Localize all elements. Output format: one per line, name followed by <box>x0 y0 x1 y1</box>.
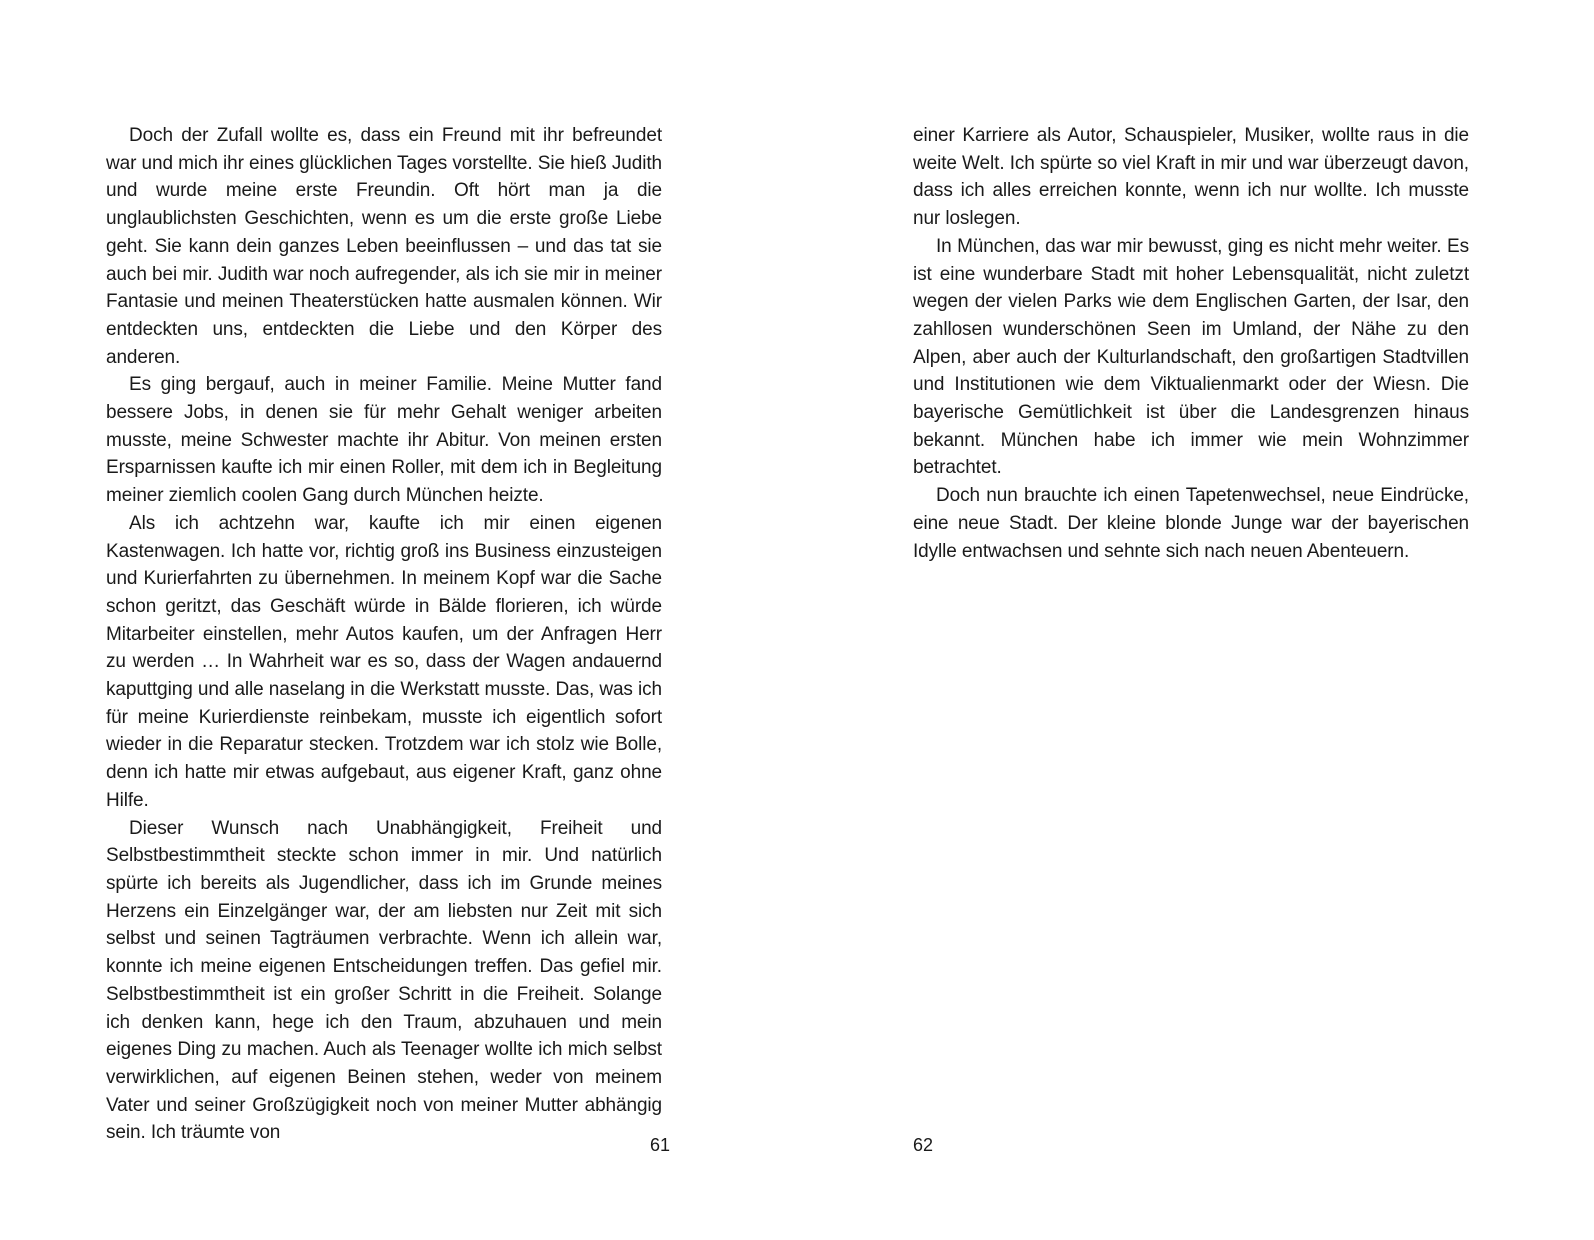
paragraph: Doch der Zufall wollte es, dass ein Freund mit ihr befreundet war und mich ihr eines glücklichen Tages vorstellte. Sie hieß Judith und wurde meine erste Freundin. Oft hört man ja die unglaublichsten Geschichten, wenn es um die erste große Liebe geht. Sie kann dein ganzes Leben beeinflussen – und das tat sie auch bei mir. Judith war noch aufregender, als ich sie mir in meiner Fantasie und meinen Theaterstücken hatte ausmalen können. Wir entdeckten uns, entdeckten die Liebe und den Körper des anderen. <box>106 125 662 368</box>
paragraph: Als ich achtzehn war, kaufte ich mir einen eigenen Kastenwagen. Ich hatte vor, richtig groß ins Business einzusteigen und Kurierfahrten zu übernehmen. In meinem Kopf war die Sache schon geritzt, das Geschäft würde in Bälde florieren, ich würde Mitarbeiter einstellen, mehr Autos kaufen, um der Anfragen Herr zu werden … In Wahrheit war es so, dass der Wagen andauernd kaputtging und alle naselang in die Werkstatt musste. Das, was ich für meine Kurierdienste reinbekam, musste ich eigentlich sofort wieder in die Reparatur stecken. Trotzdem war ich stolz wie Bolle, denn ich hatte mir etwas aufgebaut, aus eigener Kraft, ganz ohne Hilfe. <box>106 512 662 811</box>
right-page-text <box>913 122 1469 565</box>
paragraph: Dieser Wunsch nach Unabhängigkeit, Freiheit und Selbstbestimmtheit steckte schon immer in mir. Und natürlich spürte ich bereits als Jugendlicher, dass ich im Grunde meines Herzens ein Einzelgänger war, der am liebsten nur Zeit mit sich selbst und seinen Tagträumen verbrachte. Wenn ich allein war, konnte ich meine eigenen Entscheidungen treffen. Das gefiel mir. Selbstbestimmtheit ist ein großer Schritt in die Freiheit. Solange ich denken kann, hege ich den Traum, abzuhauen und mein eigenes Ding zu machen. Auch als Teenager wollte ich mich selbst verwirklichen, auf eigenen Beinen stehen, weder von meinem Vater und seiner Großzügigkeit noch von meiner Mutter abhängig sein. Ich träumte von <box>106 817 662 1144</box>
paragraph: Doch nun brauchte ich einen Tapetenwechsel, neue Eindrücke, eine neue Stadt. Der kleine blonde Junge war der bayerischen Idylle entwachsen und sehnte sich nach neuen Abenteuern. <box>913 485 1469 562</box>
paragraph: Es ging bergauf, auch in meiner Familie. Meine Mutter fand bessere Jobs, in denen sie für mehr Gehalt weniger arbeiten musste, meine Schwester machte ihr Abitur. Von meinen ersten Ersparnissen kaufte ich mir einen Roller, mit dem ich in Begleitung meiner ziemlich coolen Gang durch München heizte. <box>106 374 662 507</box>
page-number-left: 61 <box>650 1135 671 1155</box>
right-page <box>797 0 1594 1240</box>
paragraph: In München, das war mir bewusst, ging es nicht mehr weiter. Es ist eine wunderbare Stadt mit hoher Lebensqualität, nicht zuletzt wegen der vielen Parks wie dem Englischen Garten, der Isar, den zahllosen wunderschönen Seen im Umland, der Nähe zu den Alpen, aber auch der Kulturlandschaft, den großartigen Stadtvillen und Institutionen wie dem Viktualienmarkt oder der Wiesn. Die bayerische Gemütlichkeit ist über die Landesgrenzen hinaus bekannt. München habe ich immer wie mein Wohnzimmer betrachtet. <box>913 235 1469 479</box>
paragraph-continued: einer Karriere als Autor, Schauspieler, Musiker, wollte raus in die weite Welt. Ich spürte so viel Kraft in mir und war überzeugt davon, dass ich alles erreichen konnte, wenn ich nur wollte. Ich musste nur loslegen. <box>913 125 1469 230</box>
page-number-right: 62 <box>913 1135 934 1155</box>
left-page-text <box>106 122 662 1147</box>
